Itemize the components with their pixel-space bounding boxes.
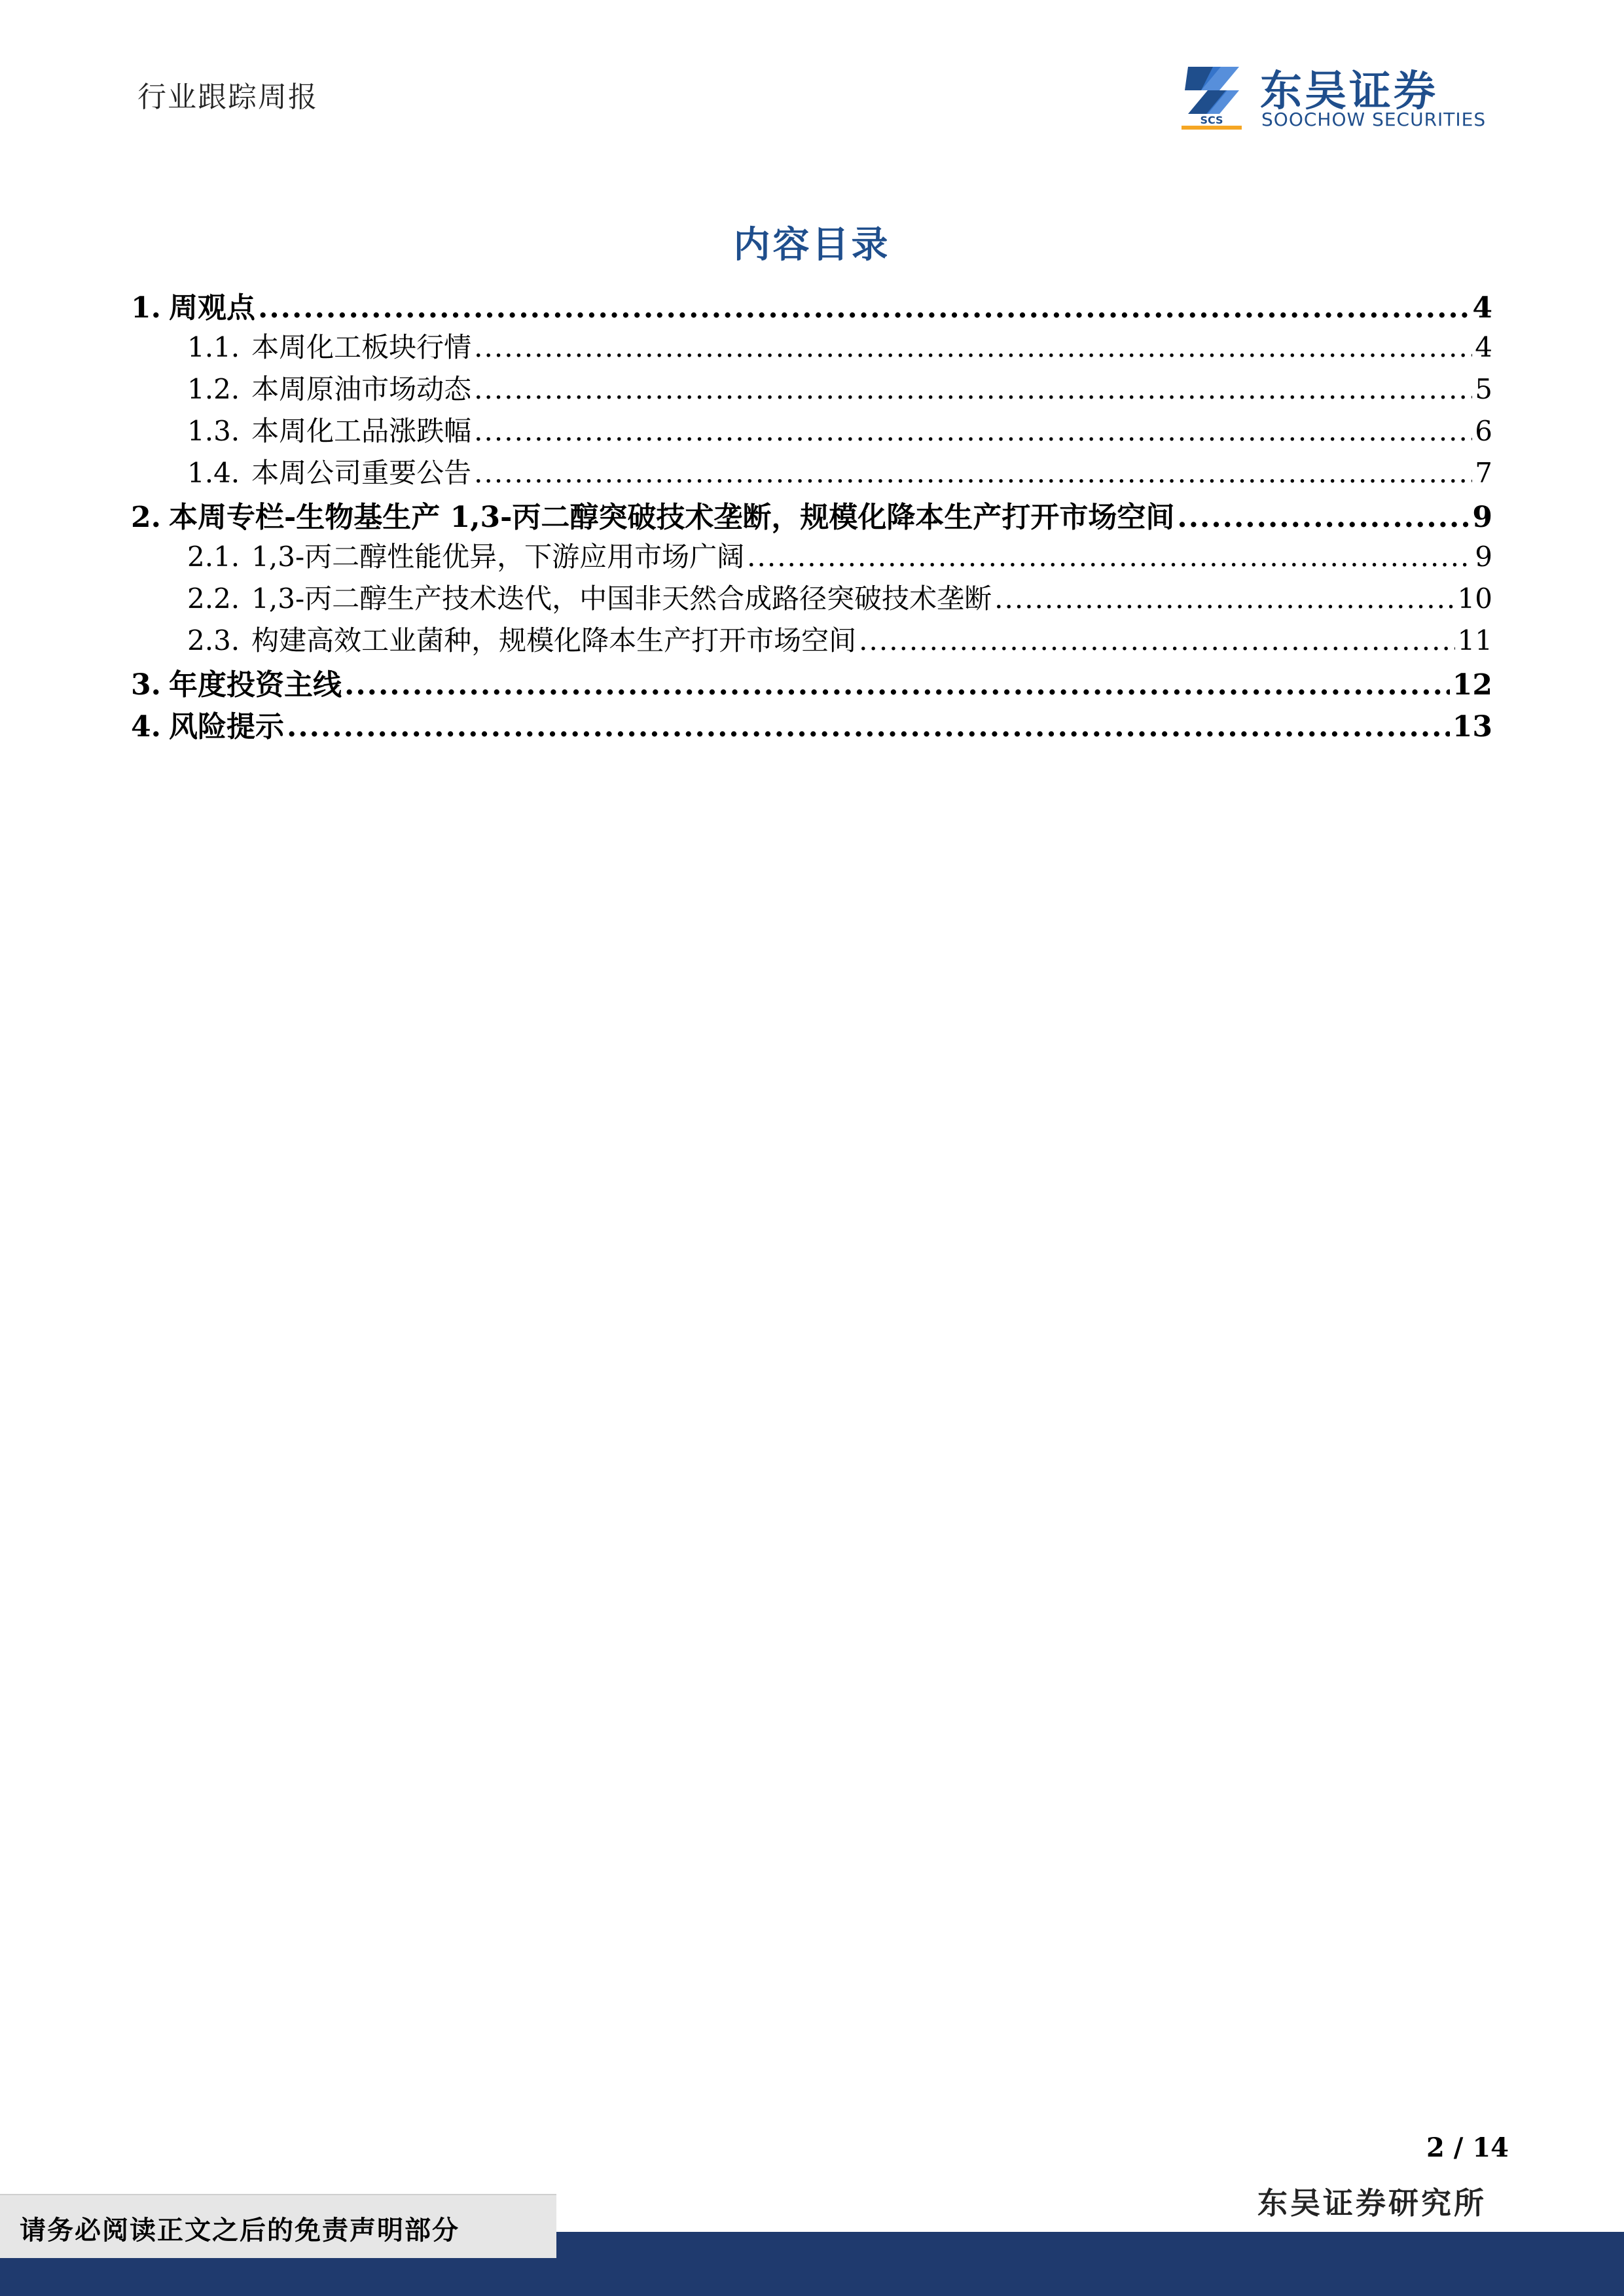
report-type: 行业跟踪周报	[137, 81, 318, 114]
toc-title: 内容目录	[733, 223, 891, 266]
toc-entry-label: 本周化工品涨跌幅	[251, 415, 472, 447]
toc-entry-number: 1.1.	[187, 331, 240, 363]
toc-entry-label: 周观点	[169, 291, 255, 325]
toc-entry-number: 4.	[131, 710, 161, 744]
toc-entry-number: 2.1.	[187, 541, 240, 573]
toc-entry-number: 1.	[131, 291, 161, 325]
disclaimer-box	[0, 2194, 556, 2258]
toc-entry-label: 1,3-丙二醇生产技术迭代，中国非天然合成路径突破技术垄断	[251, 583, 992, 615]
toc-entry-number: 1.3.	[187, 415, 240, 447]
toc-entry[interactable]	[131, 410, 1492, 452]
toc-entry[interactable]	[131, 661, 1492, 703]
toc-entry-page: 9	[1472, 501, 1492, 534]
toc-entry-number: 2.3.	[187, 624, 240, 656]
svg-text:SCS: SCS	[1200, 114, 1223, 126]
toc-entry-number: 2.	[131, 501, 161, 534]
scs-logo-icon	[1182, 60, 1242, 132]
toc-entry[interactable]	[131, 452, 1492, 493]
logo-english-name: SOOCHOW SECURITIES	[1261, 109, 1487, 130]
toc-entry-number: 1.4.	[187, 457, 240, 489]
toc-entry-page: 6	[1475, 415, 1492, 447]
toc-entry[interactable]	[131, 368, 1492, 410]
toc-entry[interactable]	[131, 326, 1492, 368]
toc-leader-dots	[474, 415, 1472, 447]
toc-entry-page: 12	[1452, 668, 1492, 702]
toc-entry-page: 11	[1457, 624, 1492, 656]
toc-entry[interactable]	[131, 535, 1492, 577]
toc-leader-dots	[474, 373, 1472, 405]
institute-name: 东吴证券研究所	[1257, 2185, 1487, 2221]
toc-leader-dots	[344, 668, 1450, 702]
logo-chinese-name: 东吴证券	[1260, 67, 1438, 116]
toc-entry-page: 4	[1475, 331, 1492, 363]
toc-entry-label: 本周公司重要公告	[251, 457, 472, 489]
toc-leader-dots	[474, 457, 1472, 489]
toc-leader-dots	[994, 583, 1454, 615]
toc-entry-label: 1,3-丙二醇性能优异，下游应用市场广阔	[251, 541, 745, 573]
toc-entry-number: 1.2.	[187, 373, 240, 405]
toc-entry-label: 年度投资主线	[169, 668, 342, 702]
toc-entry-page: 10	[1457, 583, 1492, 615]
toc-entry[interactable]	[131, 703, 1492, 745]
toc-entry-page: 7	[1475, 457, 1492, 489]
brand-logo	[1182, 58, 1502, 136]
toc-entry-page: 5	[1475, 373, 1492, 405]
toc-leader-dots	[859, 624, 1454, 656]
toc-entry[interactable]	[131, 619, 1492, 661]
toc-entry-label: 构建高效工业菌种，规模化降本生产打开市场空间	[251, 624, 857, 656]
toc-entry-label: 风险提示	[169, 710, 284, 744]
toc-entry-label: 本周化工板块行情	[251, 331, 472, 363]
toc-entry-page: 13	[1452, 710, 1492, 744]
table-of-contents	[131, 284, 1492, 745]
toc-entry-page: 4	[1472, 291, 1492, 325]
toc-entry-page: 9	[1475, 541, 1492, 573]
toc-entry[interactable]	[131, 577, 1492, 619]
toc-leader-dots	[258, 291, 1470, 325]
toc-entry-number: 2.2.	[187, 583, 240, 615]
toc-entry[interactable]	[131, 284, 1492, 326]
toc-entry-label: 本周专栏-生物基生产 1,3-丙二醇突破技术垄断，规模化降本生产打开市场空间	[169, 501, 1175, 534]
toc-entry-label: 本周原油市场动态	[251, 373, 472, 405]
toc-leader-dots	[747, 541, 1472, 573]
toc-entry-number: 3.	[131, 668, 161, 702]
toc-leader-dots	[287, 710, 1450, 744]
toc-leader-dots	[474, 331, 1472, 363]
toc-leader-dots	[1177, 501, 1470, 534]
disclaimer-text: 请务必阅读正文之后的免责声明部分	[20, 2215, 460, 2246]
toc-entry[interactable]	[131, 493, 1492, 535]
page-indicator: 2 / 14	[1426, 2132, 1509, 2163]
